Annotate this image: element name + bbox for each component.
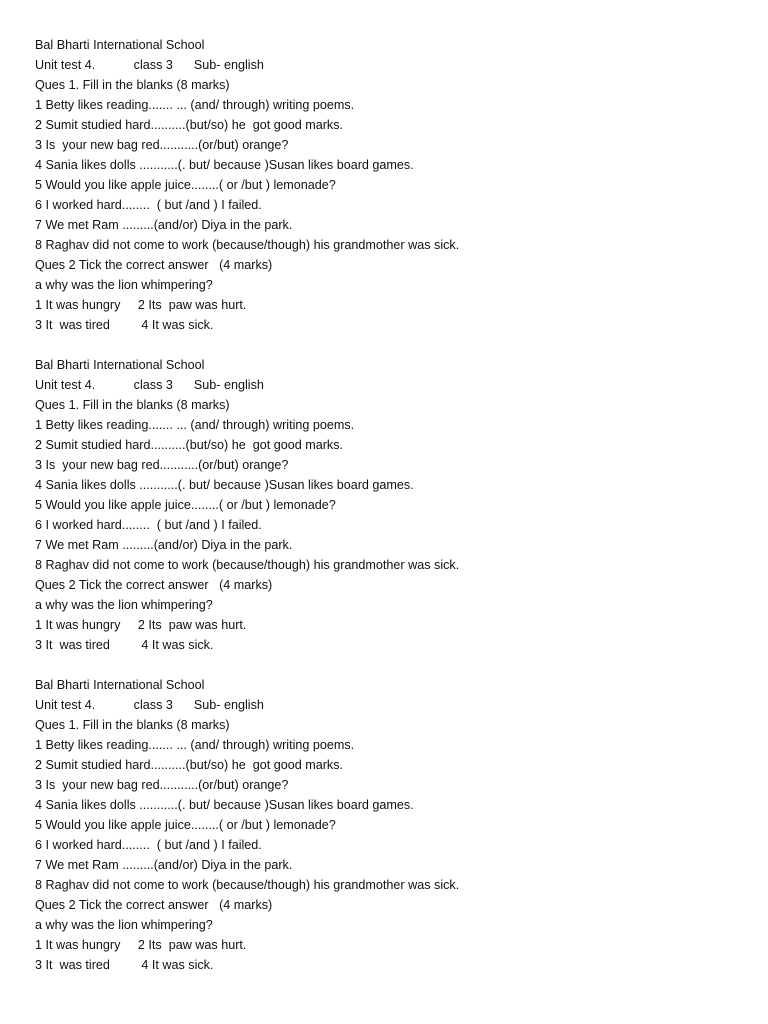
question-1-item: 8 Raghav did not come to work (because/though) his grandmother was sick.	[35, 238, 460, 252]
question-2-options: 3 It was tired 4 It was sick.	[35, 958, 214, 972]
question-1-item: 5 Would you like apple juice........( or /but ) lemonade?	[35, 818, 336, 832]
question-1-item: 6 I worked hard........ ( but /and ) I failed.	[35, 838, 262, 852]
question-1-item: 4 Sania likes dolls ...........(. but/ because )Susan likes board games.	[35, 478, 414, 492]
question-1-item: 4 Sania likes dolls ...........(. but/ because )Susan likes board games.	[35, 798, 414, 812]
question-2-heading: Ques 2 Tick the correct answer (4 marks)	[35, 898, 273, 912]
question-1-item: 5 Would you like apple juice........( or /but ) lemonade?	[35, 498, 336, 512]
question-1-heading: Ques 1. Fill in the blanks (8 marks)	[35, 718, 230, 732]
worksheet-copy	[35, 355, 735, 655]
question-1-item: 6 I worked hard........ ( but /and ) I failed.	[35, 198, 262, 212]
question-1-item: 2 Sumit studied hard..........(but/so) he got good marks.	[35, 438, 343, 452]
question-1-item: 7 We met Ram .........(and/or) Diya in the park.	[35, 218, 293, 232]
question-1-item: 2 Sumit studied hard..........(but/so) he got good marks.	[35, 118, 343, 132]
question-2-options: 1 It was hungry 2 Its paw was hurt.	[35, 938, 247, 952]
test-info: Unit test 4. class 3 Sub- english	[35, 378, 264, 392]
question-2-options: 1 It was hungry 2 Its paw was hurt.	[35, 618, 247, 632]
school-name: Bal Bharti International School	[35, 678, 205, 692]
question-1-item: 3 Is your new bag red...........(or/but) orange?	[35, 458, 289, 472]
test-info: Unit test 4. class 3 Sub- english	[35, 58, 264, 72]
question-2-prompt: a why was the lion whimpering?	[35, 918, 213, 932]
question-1-heading: Ques 1. Fill in the blanks (8 marks)	[35, 398, 230, 412]
school-name: Bal Bharti International School	[35, 38, 205, 52]
question-2-heading: Ques 2 Tick the correct answer (4 marks)	[35, 578, 273, 592]
question-2-heading: Ques 2 Tick the correct answer (4 marks)	[35, 258, 273, 272]
question-1-item: 8 Raghav did not come to work (because/though) his grandmother was sick.	[35, 558, 460, 572]
question-1-item: 4 Sania likes dolls ...........(. but/ because )Susan likes board games.	[35, 158, 414, 172]
question-1-item: 7 We met Ram .........(and/or) Diya in the park.	[35, 538, 293, 552]
question-2-options: 1 It was hungry 2 Its paw was hurt.	[35, 298, 247, 312]
school-name: Bal Bharti International School	[35, 358, 205, 372]
question-2-options: 3 It was tired 4 It was sick.	[35, 638, 214, 652]
question-1-heading: Ques 1. Fill in the blanks (8 marks)	[35, 78, 230, 92]
question-1-item: 1 Betty likes reading....... ... (and/ through) writing poems.	[35, 98, 355, 112]
question-2-prompt: a why was the lion whimpering?	[35, 598, 213, 612]
question-1-item: 7 We met Ram .........(and/or) Diya in the park.	[35, 858, 293, 872]
question-1-item: 1 Betty likes reading....... ... (and/ through) writing poems.	[35, 418, 355, 432]
question-1-item: 5 Would you like apple juice........( or /but ) lemonade?	[35, 178, 336, 192]
question-1-item: 1 Betty likes reading....... ... (and/ through) writing poems.	[35, 738, 355, 752]
question-2-prompt: a why was the lion whimpering?	[35, 278, 213, 292]
worksheet-copy	[35, 35, 735, 335]
question-1-item: 6 I worked hard........ ( but /and ) I failed.	[35, 518, 262, 532]
test-info: Unit test 4. class 3 Sub- english	[35, 698, 264, 712]
question-1-item: 3 Is your new bag red...........(or/but) orange?	[35, 778, 289, 792]
question-1-item: 8 Raghav did not come to work (because/though) his grandmother was sick.	[35, 878, 460, 892]
question-2-options: 3 It was tired 4 It was sick.	[35, 318, 214, 332]
question-1-item: 2 Sumit studied hard..........(but/so) he got good marks.	[35, 758, 343, 772]
worksheet-copy	[35, 675, 735, 975]
question-1-item: 3 Is your new bag red...........(or/but) orange?	[35, 138, 289, 152]
